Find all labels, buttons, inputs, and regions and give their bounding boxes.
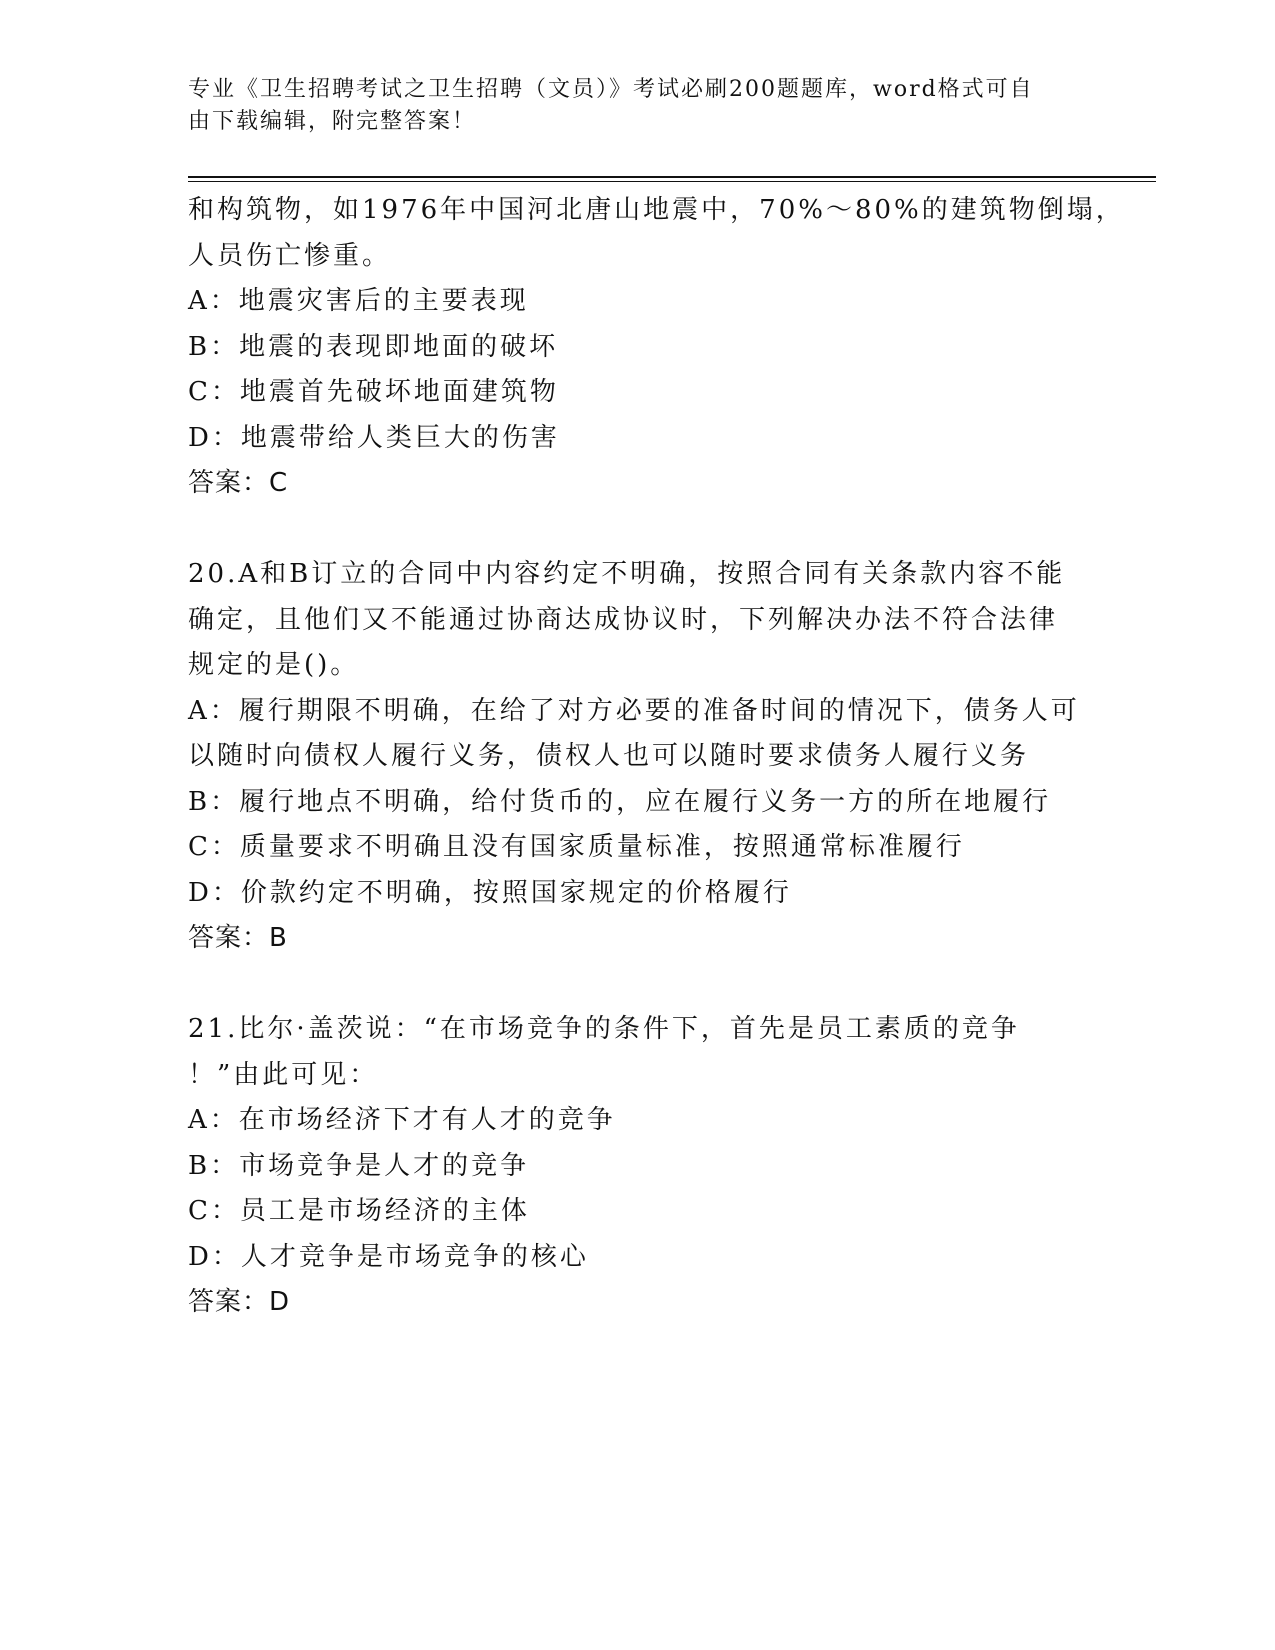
question-content	[188, 188, 1125, 1326]
question-stem-line: 21.比尔·盖茨说：“在市场竞争的条件下，首先是员工素质的竞争	[188, 1014, 1020, 1044]
question-stem-line: 人员伤亡惨重。	[188, 240, 392, 271]
option-d: D：价款约定不明确，按照国家规定的价格履行	[188, 877, 792, 908]
question-spacer	[188, 507, 1088, 553]
answer-line: 答案：B	[188, 923, 288, 953]
question-stem-line: ！”由此可见：	[188, 1059, 379, 1090]
question-spacer	[188, 962, 1088, 1008]
option-a: A：地震灾害后的主要表现	[188, 286, 529, 316]
header-title-line-1: 专业《卫生招聘考试之卫生招聘（文员）》考试必刷200题题库，word格式可自	[188, 77, 1034, 102]
page-header	[188, 74, 1068, 138]
option-b: B：市场竞争是人才的竞争	[188, 1150, 530, 1181]
option-a-continued: 以随时向债权人履行义务，债权人也可以随时要求债务人履行义务	[188, 741, 1030, 771]
header-divider-thick	[188, 176, 1156, 178]
option-d: D：地震带给人类巨大的伤害	[188, 422, 560, 453]
question-19	[188, 188, 1125, 507]
question-stem-line: 规定的是()。	[188, 650, 360, 680]
question-21	[188, 1007, 1088, 1326]
header-divider-thin	[188, 181, 1156, 182]
option-b: B：地震的表现即地面的破坏	[188, 331, 559, 362]
answer-line: 答案：D	[188, 1287, 291, 1317]
option-c: C：质量要求不明确且没有国家质量标准，按照通常标准履行	[188, 832, 965, 862]
option-a: A：在市场经济下才有人才的竞争	[188, 1105, 616, 1135]
option-a: A：履行期限不明确，在给了对方必要的准备时间的情况下，债务人可	[188, 695, 1080, 726]
option-c: C：员工是市场经济的主体	[188, 1196, 530, 1226]
option-c: C：地震首先破坏地面建筑物	[188, 377, 559, 407]
answer-line: 答案：C	[188, 468, 289, 498]
question-20	[188, 552, 1088, 962]
question-stem-line: 确定，且他们又不能通过协商达成协议时，下列解决办法不符合法律	[188, 604, 1059, 635]
header-title-line-2: 由下载编辑，附完整答案！	[188, 109, 477, 134]
option-b: B：履行地点不明确，给付货币的，应在履行义务一方的所在地履行	[188, 786, 1052, 817]
question-stem-line: 20.A和B订立的合同中内容约定不明确，按照合同有关条款内容不能	[188, 559, 1066, 589]
option-d: D：人才竞争是市场竞争的核心	[188, 1241, 589, 1272]
question-stem-line: 和构筑物，如1976年中国河北唐山地震中，70%～80%的建筑物倒塌，	[188, 195, 1125, 225]
